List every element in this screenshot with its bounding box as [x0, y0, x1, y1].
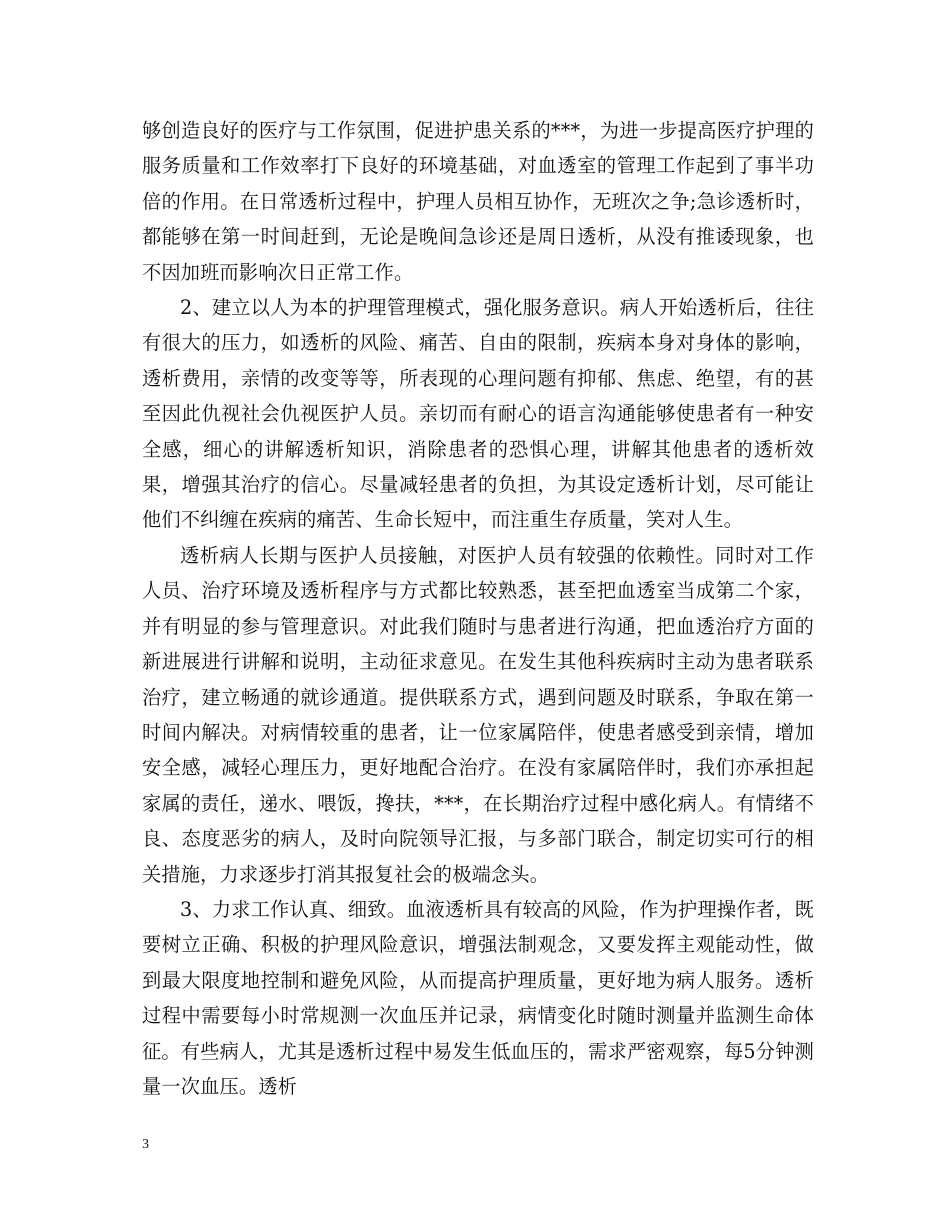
- paragraph-3: 透析病人长期与医护人员接触，对医护人员有较强的依赖性。同时对工作人员、治疗环境及透析程序与方式都比较熟悉，甚至把血透室当成第二个家，并有明显的参与管理意识。对此我们随时与患者进行沟通，把血透治疗方面的新进展进行讲解和说明，主动征求意见。在发生其他科疾病时主动为患者联系治疗，建立畅通的就诊通道。提供联系方式，遇到问题及时联系，争取在第一时间内解决。对病情较重的患者，让一位家属陪伴，使患者感受到亲情，增加安全感，减轻心理压力，更好地配合治疗。在没有家属陪伴时，我们亦承担起家属的责任，递水、喂饭，搀扶，***，在长期治疗过程中感化病人。有情绪不良、态度恶劣的病人，及时向院领导汇报，与多部门联合，制定切实可行的相关措施，力求逐步打消其报复社会的极端念头。: [142, 543, 814, 886]
- paragraph-4: 3、力求工作认真、细致。血液透析具有较高的风险，作为护理操作者，既要树立正确、积极的护理风险意识，增强法制观念，又要发挥主观能动性，做到最大限度地控制和避免风险，从而提高护理质量，更好地为病人服务。透析过程中需要每小时常规测一次血压并记录，病情变化时随时测量并监测生命体征。有些病人，尤其是透析过程中易发生低血压的，需求严密观察，每5分钟测量一次血压。透析: [142, 897, 814, 1098]
- paragraph-2: 2、建立以人为本的护理管理模式，强化服务意识。病人开始透析后，往往有很大的压力，如透析的风险、痛苦、自由的限制，疾病本身对身体的影响，透析费用，亲情的改变等等，所表现的心理问题有抑郁、焦虑、绝望，有的甚至因此仇视社会仇视医护人员。亲切而有耐心的语言沟通能够使患者有一种安全感，细心的讲解透析知识，消除患者的恐惧心理，讲解其他患者的透析效果，增强其治疗的信心。尽量减轻患者的负担，为其设定透析计划，尽可能让他们不纠缠在疾病的痛苦、生命长短中，而注重生存质量，笑对人生。: [142, 296, 814, 532]
- page-number: 3: [142, 1137, 149, 1152]
- paragraph-1: 够创造良好的医疗与工作氛围，促进护患关系的***，为进一步提高医疗护理的服务质量和工作效率打下良好的环境基础，对血透室的管理工作起到了事半功倍的作用。在日常透析过程中，护理人员相互协作，无班次之争;急诊透析时，都能够在第一时间赶到，无论是晚间急诊还是周日透析，从没有推诿现象，也不因加班而影响次日正常工作。: [142, 119, 814, 284]
- document-body: [142, 113, 814, 1104]
